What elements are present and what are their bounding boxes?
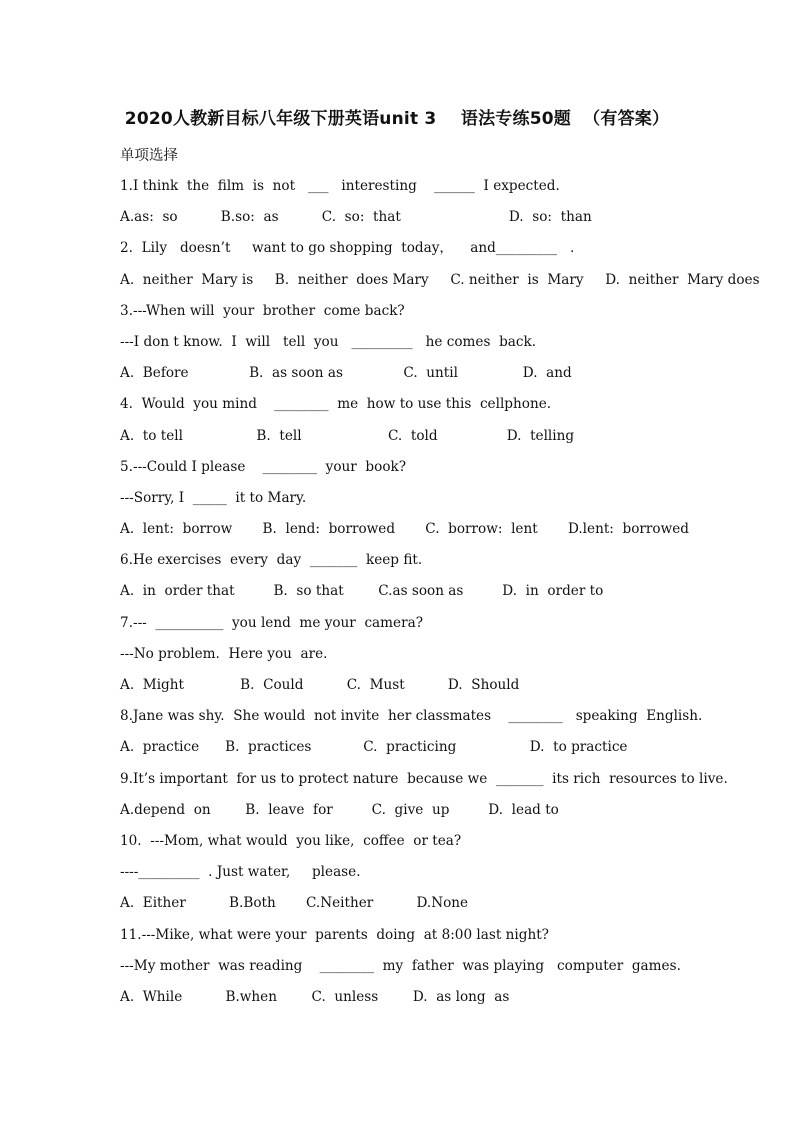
document-title: 2020人教新目标八年级下册英语unit 3 语法专练50题 （有答案） — [124, 109, 670, 129]
q5-stem: 5.---Could I please ________ your book? — [120, 458, 407, 475]
q2-stem: 2. Lily doesn’t want to go shopping today， and_________ . — [120, 240, 575, 257]
q11-stem-line2: ---My mother was reading ________ my father was playing computer games. — [120, 957, 681, 974]
q4-options: A. to tell B. tell C. told D. telling — [120, 427, 575, 444]
q2-options: A. neither Mary is B. neither does Mary C. neither is Mary D. neither Mary does — [120, 271, 760, 288]
q5-options: A. lent: borrow B. lend: borrowed C. borrow: lent D.lent: borrowed — [120, 521, 689, 538]
q1-options: A.as: so B.so: as C. so: that D. so: than — [120, 209, 592, 226]
q11-stem: 11.---Mike, what were your parents doing at 8:00 last night? — [120, 926, 549, 943]
q7-stem: 7.--- __________ you lend me your camera? — [120, 614, 423, 631]
q9-stem: 9.It’s important for us to protect nature because we _______ its rich resources to live. — [120, 770, 728, 787]
q6-options: A. in order that B. so that C.as soon as D. in order to — [120, 583, 604, 600]
q3-stem: 3.---When will your brother come back? — [120, 302, 405, 319]
q8-options: A. practice B. practices C. practicing D. to practice — [120, 739, 628, 756]
q8-stem: 8.Jane was shy. She would not invite her classmates ________ speaking English. — [120, 708, 703, 725]
q10-stem: 10. ---Mom, what would you like, coffee or tea? — [120, 832, 462, 849]
question-list — [120, 175, 760, 1017]
q6-stem: 6.He exercises every day _______ keep fit. — [120, 552, 423, 569]
q10-stem-line2: ----_________ . Just water, please. — [120, 864, 361, 881]
q5-stem-line2: ---Sorry, I _____ it to Mary. — [120, 489, 307, 506]
q10-options: A. Either B.Both C.Neither D.None — [120, 895, 469, 912]
section-heading: 单项选择 — [120, 148, 178, 164]
q11-options: A. While B.when C. unless D. as long as — [120, 988, 510, 1005]
q7-stem-line2: ---No problem. Here you are. — [120, 645, 328, 662]
q3-stem-line2: ---I don t know. I will tell you _________ he comes back. — [120, 333, 537, 350]
q4-stem: 4. Would you mind ________ me how to use this cellphone. — [120, 396, 552, 413]
q9-options: A.depend on B. leave for C. give up D. lead to — [120, 801, 559, 818]
q7-options: A. Might B. Could C. Must D. Should — [120, 677, 520, 693]
q1-stem: 1.I think the film is not ___ interesting ______ I expected. — [120, 178, 560, 194]
q3-options: A. Before B. as soon as C. until D. and — [120, 365, 572, 382]
